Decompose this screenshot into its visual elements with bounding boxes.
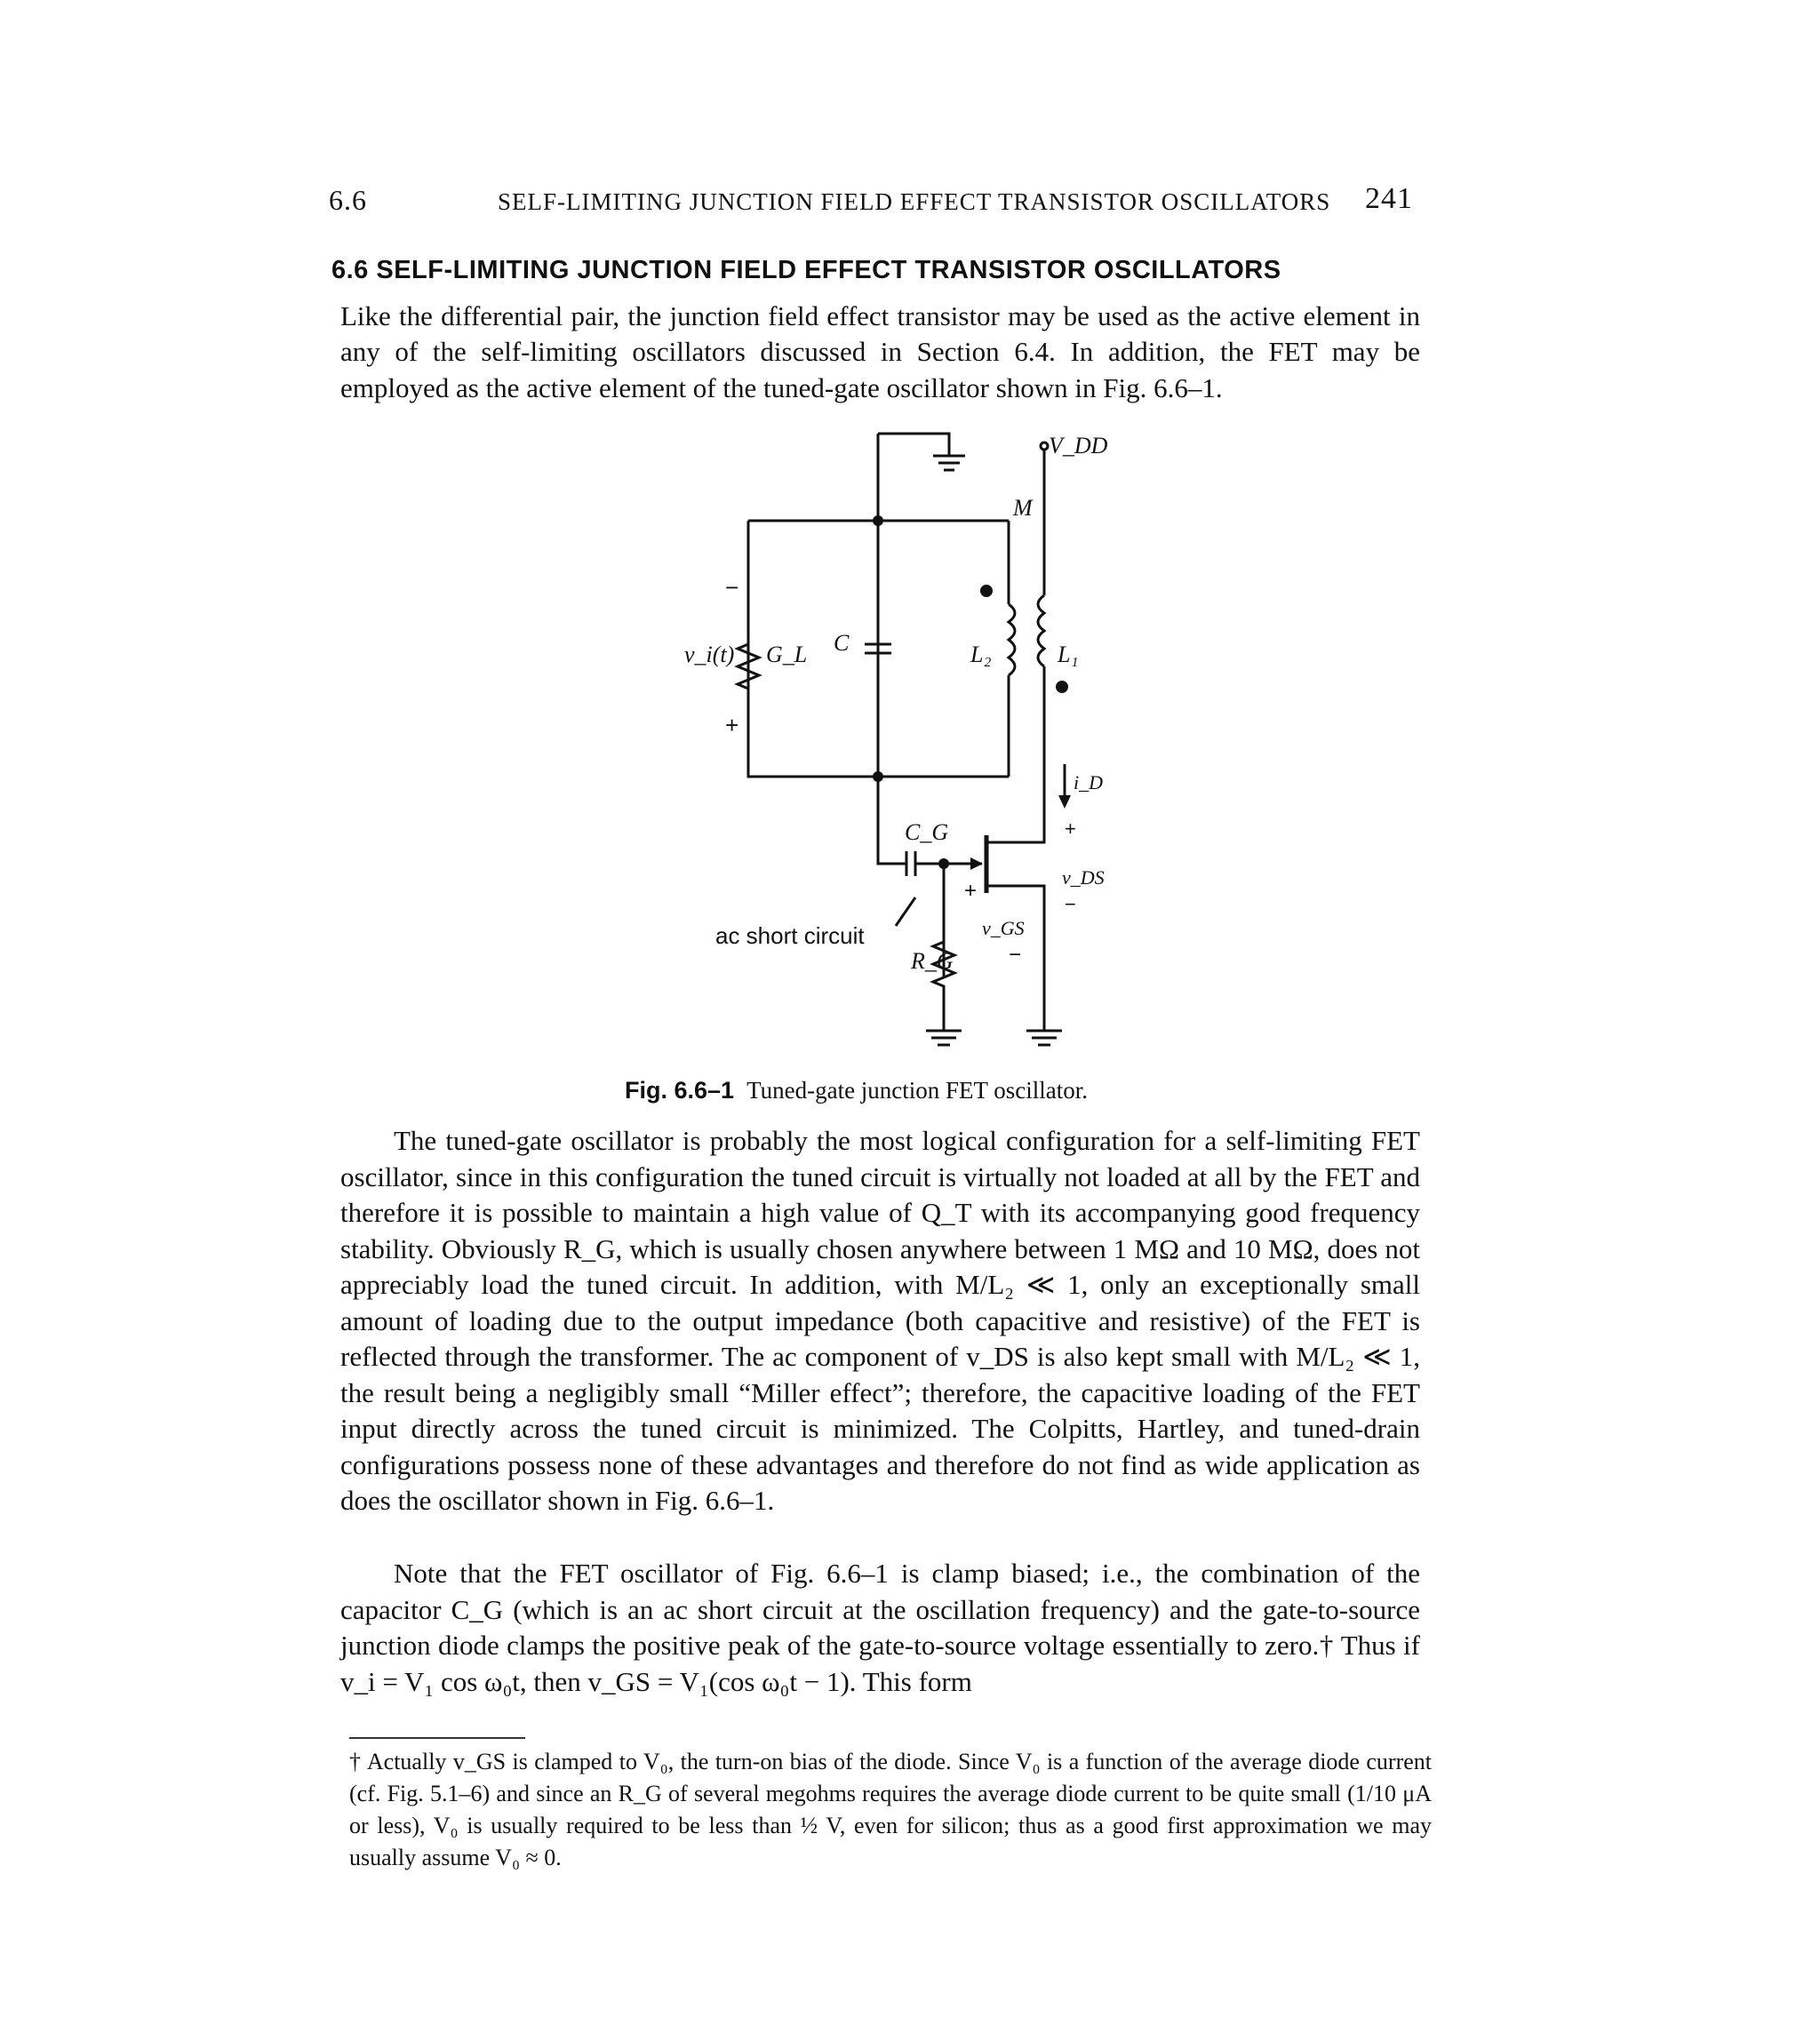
vi-label: v_i(t) (684, 642, 735, 667)
vi-minus-sign: − (725, 574, 739, 601)
circuit-figure (684, 418, 1108, 1075)
vgs-plus-sign: + (964, 879, 978, 903)
running-header (329, 182, 1413, 223)
vi-plus-sign: + (725, 712, 739, 738)
vdd-label: V_DD (1049, 433, 1108, 458)
header-running-title: SELF-LIMITING JUNCTION FIELD EFFECT TRANSISTOR OSCILLATORS (498, 188, 1331, 215)
l2-label: L₂ (970, 642, 992, 667)
body-paragraph-2: The tuned-gate oscillator is probably the most logical configuration for a self-limiting FET oscillator, since in this configuration the tuned circuit is virtually not loaded at all by the FET and therefore it is possible to maintain a high value of Q_T with its accompanying good frequency stability. Obviously R_G, which is usually chosen anywhere between 1 MΩ and 10 MΩ, does not appreciably load the tuned circuit. In addition, with M/L₂ ≪ 1, only an exceptionally small amount of loading due to the output impedance (both capacitive and resistive) of the FET is reflected through the transformer. The ac component of v_DS is also kept small with M/L₂ ≪ 1, the result being a negligibly small “Miller effect”; therefore, the capacitive loading of the FET input directly across the tuned circuit is minimized. The Colpitts, Hartley, and tuned-drain configurations possess none of these advantages and therefore do not find as wide application as does the oscillator shown in Fig. 6.6–1. (340, 1125, 1420, 1516)
cg-label: C_G (905, 819, 949, 845)
l1-inductor (1038, 595, 1044, 666)
vds-minus-sign: − (1065, 893, 1076, 915)
vds-plus-sign: + (1065, 817, 1076, 840)
l2-dot (980, 585, 993, 597)
m-label: M (1013, 495, 1033, 521)
figure-caption-text: Tuned-gate junction FET oscillator. (746, 1077, 1089, 1104)
figure-caption (625, 1077, 1247, 1104)
rg-label: R_G (911, 948, 954, 974)
circuit-diagram (684, 418, 1108, 1075)
footnote-rule (349, 1737, 525, 1739)
gl-label: G_L (766, 642, 808, 667)
figure-caption-label: Fig. 6.6–1 (625, 1077, 735, 1104)
l1-dot (1056, 681, 1068, 693)
id-label: i_D (1074, 771, 1103, 793)
c-label: C (834, 630, 850, 656)
l2-inductor (1009, 604, 1015, 675)
top-ground-wire (878, 434, 949, 456)
intro-paragraph: Like the differential pair, the junction field effect transistor may be used as the active element in any of the self-limiting oscillators discussed in Section 6.4. In addition, the FET may be employed as the active element of the tuned-gate oscillator shown in Fig. 6.6–1. (340, 300, 1420, 403)
section-heading: 6.6 SELF-LIMITING JUNCTION FIELD EFFECT TRANSISTOR OSCILLATORS (331, 256, 1281, 284)
vgs-label: v_GS (982, 917, 1025, 939)
vgs-minus-sign: − (1009, 943, 1022, 967)
ac-short-circuit-label: ac short circuit (715, 922, 865, 949)
page-number: 241 (1365, 182, 1413, 215)
vds-label: v_DS (1062, 866, 1105, 889)
footnote: † Actually v_GS is clamped to V₀, the turn-on bias of the diode. Since V₀ is a function of the average diode current (cf. Fig. 5.1–6) and since an R_G of several megohms requires the average diode current to be quite small (1/10 μA or less), V₀ is usually required to be less than ½ V, even for silicon; thus as a good first approximation we may usually assume V₀ ≈ 0. (349, 1749, 1432, 1870)
header-section-number: 6.6 (329, 184, 367, 216)
l1-label: L₁ (1058, 642, 1079, 667)
body-paragraph-3: Note that the FET oscillator of Fig. 6.6–1 is clamp biased; i.e., the combination of the capacitor C_G (which is an ac short circuit at the oscillation frequency) and the gate-to-source junction diode clamps the positive peak of the gate-to-source voltage essentially to zero.† Thus if v_i = V₁ cos ω₀t, then v_GS = V₁(cos ω₀t − 1). This form (340, 1558, 1420, 1697)
